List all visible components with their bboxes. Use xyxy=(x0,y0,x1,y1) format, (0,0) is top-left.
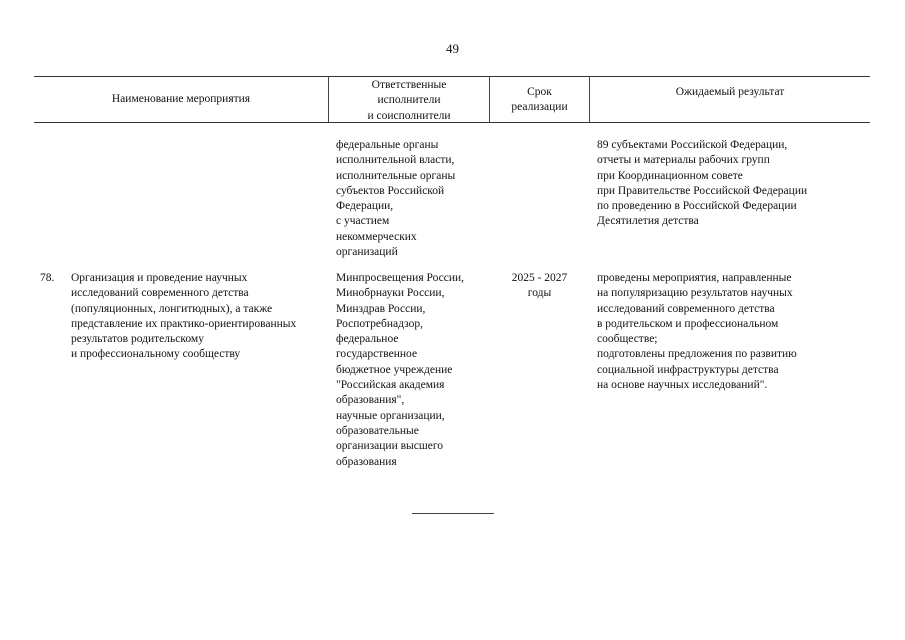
row-executors: Минпросвещения России, Минобрнауки России, Минздрав России, Роспотребнадзор, федеральное государственное бюджетное учреждение "Российская академия образования", научные организации, образовательные организации высшего образования xyxy=(336,272,465,468)
continuation-result: 89 субъектами Российской Федерации, отчеты и материалы рабочих групп при Координационном совете при Правительстве Российской Федерации по проведению в Российской Федерации Десятилетия детства xyxy=(597,139,808,228)
row-result: проведены мероприятия, направленные на популяризацию результатов научных исследований современного детства в родительском и профессиональном сообществе; подготовлены предложения по развитию социальной инфраструктуры детства на основе научных исследований". xyxy=(597,272,797,392)
page-number: 49 xyxy=(446,41,459,56)
header-name: Наименование мероприятия xyxy=(111,93,251,105)
header-result: Ожидаемый результат xyxy=(675,86,785,98)
row-term: 2025 - 2027 годы xyxy=(511,272,568,300)
row-name: Организация и проведение научных исследований современного детства (популяционных, лонгитюдных), а также представление их практико-ориентированных результатов родительскому и профессиональному сообществу xyxy=(71,272,297,361)
document-end-rule xyxy=(412,513,494,514)
table-top-rule xyxy=(34,76,870,77)
header-term: Срок реализации xyxy=(511,86,568,114)
row-number: 78. xyxy=(40,272,55,284)
continuation-executors: федеральные органы исполнительной власти, исполнительные органы субъектов Российской Федерации, с участием некоммерческих организаций xyxy=(336,139,456,259)
header-executors: Ответственные исполнители и соисполнители xyxy=(367,79,451,122)
